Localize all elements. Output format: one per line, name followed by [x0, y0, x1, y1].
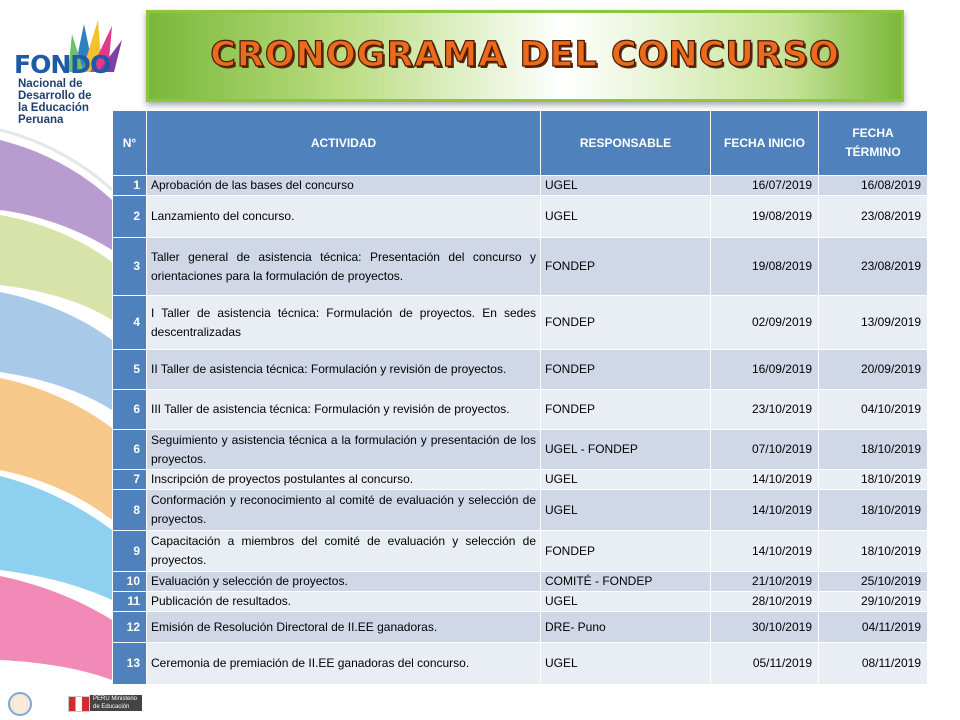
row-end-date: 18/10/2019	[819, 490, 928, 531]
row-number: 2	[113, 196, 147, 238]
row-end-date: 18/10/2019	[819, 430, 928, 470]
row-responsible: DRE- Puno	[541, 612, 711, 643]
row-activity: Conformación y reconocimiento al comité de evaluación y selección de proyectos.	[147, 490, 541, 531]
row-start-date: 30/10/2019	[711, 612, 819, 643]
row-start-date: 28/10/2019	[711, 592, 819, 612]
row-activity: Emisión de Resolución Directoral de II.EE ganadoras.	[147, 612, 541, 643]
row-number: 4	[113, 296, 147, 350]
row-end-date: 23/08/2019	[819, 238, 928, 296]
row-end-date: 29/10/2019	[819, 592, 928, 612]
row-start-date: 07/10/2019	[711, 430, 819, 470]
row-activity: Ceremonia de premiación de II.EE ganadoras del concurso.	[147, 643, 541, 685]
row-end-date: 16/08/2019	[819, 176, 928, 196]
row-number: 3	[113, 238, 147, 296]
row-start-date: 05/11/2019	[711, 643, 819, 685]
row-start-date: 19/08/2019	[711, 238, 819, 296]
row-number: 6	[113, 390, 147, 430]
table-row	[113, 490, 928, 531]
row-activity: Seguimiento y asistencia técnica a la formulación y presentación de los proyectos.	[147, 430, 541, 470]
row-start-date: 14/10/2019	[711, 470, 819, 490]
row-start-date: 23/10/2019	[711, 390, 819, 430]
page-title: CRONOGRAMA DEL CONCURSO	[210, 35, 840, 75]
row-number: 8	[113, 490, 147, 531]
row-activity: Inscripción de proyectos postulantes al concurso.	[147, 470, 541, 490]
row-responsible: UGEL	[541, 592, 711, 612]
title-banner	[146, 10, 904, 102]
table-row	[113, 238, 928, 296]
fondep-logo	[8, 14, 118, 126]
row-responsible: FONDEP	[541, 390, 711, 430]
table-row	[113, 643, 928, 685]
row-number: 13	[113, 643, 147, 685]
logo-subtitle: Nacional de Desarrollo de la Educación Peruana	[18, 78, 92, 126]
row-end-date: 23/08/2019	[819, 196, 928, 238]
row-responsible: UGEL - FONDEP	[541, 430, 711, 470]
table-row	[113, 430, 928, 470]
row-start-date: 16/09/2019	[711, 350, 819, 390]
row-responsible: UGEL	[541, 470, 711, 490]
header-start-date: FECHA INICIO	[711, 111, 819, 176]
row-end-date: 25/10/2019	[819, 572, 928, 592]
row-end-date: 08/11/2019	[819, 643, 928, 685]
table-row	[113, 572, 928, 592]
row-activity: II Taller de asistencia técnica: Formulación y revisión de proyectos.	[147, 350, 541, 390]
row-start-date: 19/08/2019	[711, 196, 819, 238]
table-row	[113, 470, 928, 490]
row-end-date: 20/09/2019	[819, 350, 928, 390]
row-responsible: COMITÉ - FONDEP	[541, 572, 711, 592]
row-responsible: FONDEP	[541, 531, 711, 572]
row-responsible: FONDEP	[541, 238, 711, 296]
row-start-date: 14/10/2019	[711, 531, 819, 572]
row-start-date: 14/10/2019	[711, 490, 819, 531]
row-end-date: 18/10/2019	[819, 531, 928, 572]
row-responsible: UGEL	[541, 176, 711, 196]
row-end-date: 04/11/2019	[819, 612, 928, 643]
row-responsible: UGEL	[541, 643, 711, 685]
row-start-date: 02/09/2019	[711, 296, 819, 350]
header-responsible: RESPONSABLE	[541, 111, 711, 176]
row-activity: III Taller de asistencia técnica: Formulación y revisión de proyectos.	[147, 390, 541, 430]
table-row	[113, 196, 928, 238]
row-activity: Aprobación de las bases del concurso	[147, 176, 541, 196]
ministry-label: PERÚ Ministerio de Educación	[90, 695, 142, 711]
row-responsible: FONDEP	[541, 350, 711, 390]
table-row	[113, 390, 928, 430]
row-end-date: 18/10/2019	[819, 470, 928, 490]
footer-logos	[6, 692, 156, 718]
row-activity: Lanzamiento del concurso.	[147, 196, 541, 238]
row-number: 9	[113, 531, 147, 572]
row-start-date: 21/10/2019	[711, 572, 819, 592]
logo-name: FONDO	[14, 50, 111, 79]
row-end-date: 04/10/2019	[819, 390, 928, 430]
row-number: 7	[113, 470, 147, 490]
row-number: 11	[113, 592, 147, 612]
row-number: 10	[113, 572, 147, 592]
row-responsible: UGEL	[541, 196, 711, 238]
table-row	[113, 592, 928, 612]
row-responsible: FONDEP	[541, 296, 711, 350]
row-responsible: UGEL	[541, 490, 711, 531]
row-number: 1	[113, 176, 147, 196]
row-start-date: 16/07/2019	[711, 176, 819, 196]
row-end-date: 13/09/2019	[819, 296, 928, 350]
table-row	[113, 531, 928, 572]
row-number: 5	[113, 350, 147, 390]
row-activity: Capacitación a miembros del comité de evaluación y selección de proyectos.	[147, 531, 541, 572]
row-activity: Evaluación y selección de proyectos.	[147, 572, 541, 592]
table-row	[113, 296, 928, 350]
row-activity: Publicación de resultados.	[147, 592, 541, 612]
row-number: 12	[113, 612, 147, 643]
header-end-date: FECHA TÉRMINO	[819, 111, 928, 176]
seal-icon	[8, 692, 32, 716]
table-row	[113, 350, 928, 390]
peru-flag-icon	[68, 696, 90, 712]
schedule-table	[112, 110, 928, 685]
table-row	[113, 176, 928, 196]
table-row	[113, 612, 928, 643]
header-number: N°	[113, 111, 147, 176]
row-activity: I Taller de asistencia técnica: Formulación de proyectos. En sedes descentralizadas	[147, 296, 541, 350]
row-number: 6	[113, 430, 147, 470]
table-header-row	[113, 111, 928, 176]
header-activity: ACTIVIDAD	[147, 111, 541, 176]
row-activity: Taller general de asistencia técnica: Presentación del concurso y orientaciones para la formulación de proyectos.	[147, 238, 541, 296]
